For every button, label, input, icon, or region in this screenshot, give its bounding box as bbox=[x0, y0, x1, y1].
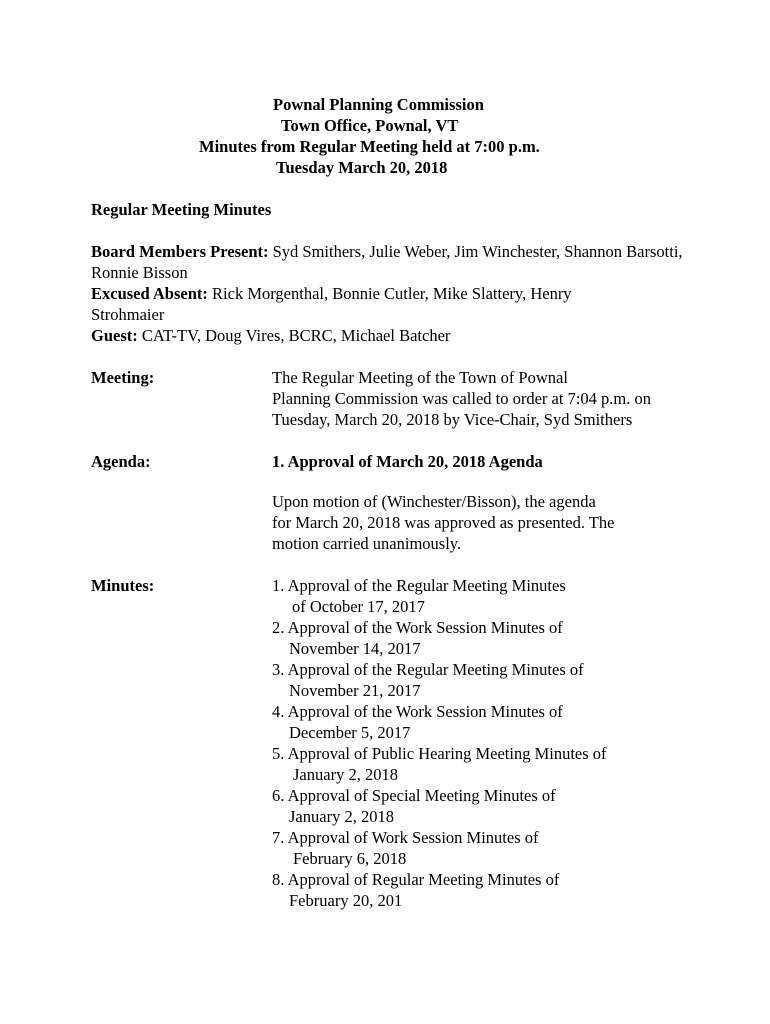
absent-value: Rick Morgenthal, Bonnie Cutler, Mike Slattery, Henry Strohmaier bbox=[91, 284, 572, 324]
list-item bbox=[272, 617, 692, 659]
meeting-line: Tuesday, March 20, 2018 by Vice-Chair, Syd Smithers bbox=[272, 410, 633, 429]
minutes-label: Minutes: bbox=[91, 576, 155, 595]
list-item-date: December 5, 2017 bbox=[289, 723, 411, 742]
present-label: Board Members Present: bbox=[91, 242, 269, 261]
meeting-description: Minutes from Regular Meeting held at 7:00 p.m. bbox=[199, 137, 540, 156]
list-item bbox=[272, 743, 692, 785]
list-item-title: 2. Approval of the Work Session Minutes of bbox=[272, 618, 563, 637]
agenda-item-title: 1. Approval of March 20, 2018 Agenda bbox=[272, 452, 543, 471]
minutes-list bbox=[272, 575, 692, 911]
present-value: Syd Smithers, Julie Weber, Jim Winchester, Shannon Barsotti, Ronnie Bisson bbox=[91, 242, 683, 282]
list-item bbox=[272, 869, 692, 911]
meeting-label: Meeting: bbox=[91, 368, 155, 387]
list-item-title: 5. Approval of Public Hearing Meeting Minutes of bbox=[272, 744, 607, 763]
location-line: Town Office, Pownal, VT bbox=[281, 116, 459, 135]
list-item bbox=[272, 701, 692, 743]
section-title: Regular Meeting Minutes bbox=[91, 200, 272, 219]
meeting-line: Planning Commission was called to order at 7:04 p.m. on bbox=[272, 389, 652, 408]
list-item-date: November 14, 2017 bbox=[289, 639, 421, 658]
list-item bbox=[272, 827, 692, 869]
agenda-section bbox=[272, 451, 692, 472]
list-item-title: 1. Approval of the Regular Meeting Minutes bbox=[272, 576, 566, 595]
guest-value: CAT-TV, Doug Vires, BCRC, Michael Batcher bbox=[137, 326, 451, 345]
org-title: Pownal Planning Commission bbox=[273, 95, 484, 114]
meeting-line: The Regular Meeting of the Town of Pownal bbox=[272, 368, 568, 387]
list-item-title: 7. Approval of Work Session Minutes of bbox=[272, 828, 539, 847]
agenda-line: Upon motion of (Winchester/Bisson), the agenda bbox=[272, 492, 596, 511]
list-item-date: January 2, 2018 bbox=[293, 765, 398, 784]
list-item bbox=[272, 575, 692, 617]
list-item bbox=[272, 659, 692, 701]
guests bbox=[91, 325, 691, 346]
list-item-date: November 21, 2017 bbox=[289, 681, 421, 700]
guest-label: Guest: bbox=[91, 326, 138, 345]
agenda-line: for March 20, 2018 was approved as presented. The bbox=[272, 513, 615, 532]
list-item-title: 6. Approval of Special Meeting Minutes of bbox=[272, 786, 556, 805]
list-item-date: of October 17, 2017 bbox=[292, 597, 425, 616]
agenda-line: motion carried unanimously. bbox=[272, 534, 462, 553]
list-item bbox=[272, 785, 692, 827]
list-item-title: 4. Approval of the Work Session Minutes of bbox=[272, 702, 563, 721]
list-item-title: 3. Approval of the Regular Meeting Minutes of bbox=[272, 660, 584, 679]
meeting-text bbox=[272, 367, 692, 430]
excused-absent bbox=[91, 283, 621, 325]
list-item-date: February 20, 201 bbox=[289, 891, 403, 910]
list-item-date: January 2, 2018 bbox=[289, 807, 394, 826]
list-item-date: February 6, 2018 bbox=[293, 849, 407, 868]
list-item-title: 8. Approval of Regular Meeting Minutes of bbox=[272, 870, 560, 889]
absent-label: Excused Absent: bbox=[91, 284, 208, 303]
board-members-present bbox=[91, 241, 691, 283]
agenda-text bbox=[272, 491, 692, 554]
agenda-label: Agenda: bbox=[91, 452, 151, 471]
meeting-date: Tuesday March 20, 2018 bbox=[276, 158, 448, 177]
